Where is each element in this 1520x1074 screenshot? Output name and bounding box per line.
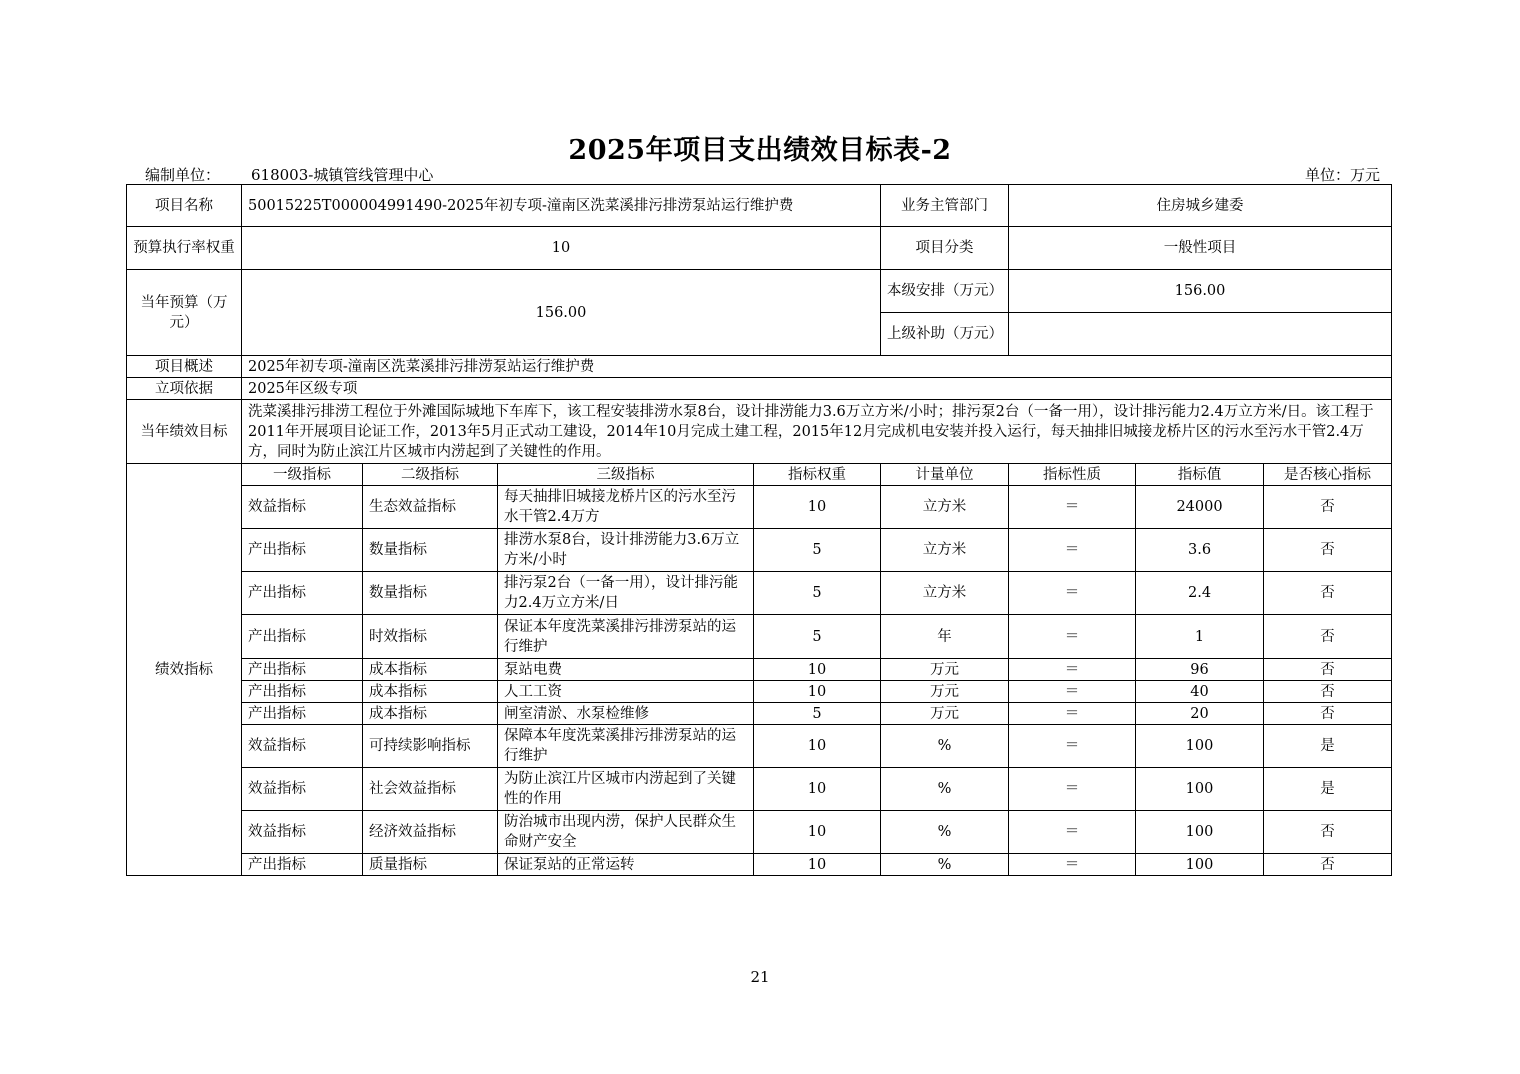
- weight-cell: 10: [754, 681, 881, 703]
- performance-table: [126, 184, 1392, 876]
- core-cell: 否: [1264, 703, 1392, 725]
- nature-cell: ＝: [1009, 659, 1136, 681]
- project-name-label: 项目名称: [127, 185, 242, 227]
- nature-cell: ＝: [1009, 854, 1136, 876]
- exec-rate-value: 10: [242, 227, 881, 270]
- value-cell: 1: [1136, 615, 1264, 659]
- core-cell: 否: [1264, 486, 1392, 529]
- page-title: 2025年项目支出绩效目标表-2: [568, 135, 952, 166]
- header-cell: 计量单位: [881, 464, 1009, 486]
- compiling-unit-value: 618003-城镇管线管理中心: [251, 166, 434, 184]
- level3-cell: 保证泵站的正常运转: [498, 854, 754, 876]
- nature-cell: ＝: [1009, 811, 1136, 854]
- value-cell: 3.6: [1136, 529, 1264, 572]
- header-cell: 二级指标: [363, 464, 498, 486]
- level2-cell: 时效指标: [363, 615, 498, 659]
- level1-cell: 产出指标: [242, 615, 363, 659]
- indicator-row: [127, 768, 1392, 811]
- value-cell: 100: [1136, 725, 1264, 768]
- level3-cell: 泵站电费: [498, 659, 754, 681]
- level3-cell: 排污泵2台（一备一用），设计排污能力2.4万立方米/日: [498, 572, 754, 615]
- core-cell: 否: [1264, 659, 1392, 681]
- indicators-section-label: 绩效指标: [127, 464, 242, 876]
- value-cell: 20: [1136, 703, 1264, 725]
- nature-cell: ＝: [1009, 486, 1136, 529]
- budget-label: 当年预算（万元）: [127, 270, 242, 356]
- page-number: 21: [750, 968, 770, 986]
- unit-cell: %: [881, 854, 1009, 876]
- core-cell: 是: [1264, 725, 1392, 768]
- level1-cell: 效益指标: [242, 811, 363, 854]
- level2-cell: 数量指标: [363, 529, 498, 572]
- core-cell: 否: [1264, 681, 1392, 703]
- indicator-row: [127, 486, 1392, 529]
- header-cell: 指标权重: [754, 464, 881, 486]
- level1-cell: 产出指标: [242, 529, 363, 572]
- unit-cell: 年: [881, 615, 1009, 659]
- level1-cell: 效益指标: [242, 725, 363, 768]
- core-cell: 否: [1264, 811, 1392, 854]
- level2-cell: 成本指标: [363, 659, 498, 681]
- level3-cell: 保证本年度洗菜溪排污排涝泵站的运行维护: [498, 615, 754, 659]
- unit-cell: %: [881, 768, 1009, 811]
- indicator-row: [127, 572, 1392, 615]
- value-cell: 100: [1136, 768, 1264, 811]
- header-cell: 指标值: [1136, 464, 1264, 486]
- level2-cell: 经济效益指标: [363, 811, 498, 854]
- indicator-row: [127, 615, 1392, 659]
- indicator-row: [127, 681, 1392, 703]
- level3-cell: 人工工资: [498, 681, 754, 703]
- nature-cell: ＝: [1009, 725, 1136, 768]
- local-label: 本级安排（万元）: [881, 270, 1009, 313]
- nature-cell: ＝: [1009, 529, 1136, 572]
- project-name-value: 50015225T000004991490-2025年初专项-潼南区洗菜溪排污排涝泵站运行维护费: [242, 185, 881, 227]
- weight-cell: 5: [754, 703, 881, 725]
- header-cell: 三级指标: [498, 464, 754, 486]
- indicator-row: [127, 659, 1392, 681]
- basis-label: 立项依据: [127, 378, 242, 400]
- core-cell: 否: [1264, 854, 1392, 876]
- weight-cell: 5: [754, 572, 881, 615]
- indicator-row: [127, 725, 1392, 768]
- value-cell: 100: [1136, 854, 1264, 876]
- level3-cell: 每天抽排旧城接龙桥片区的污水至污水干管2.4万方: [498, 486, 754, 529]
- level1-cell: 产出指标: [242, 681, 363, 703]
- nature-cell: ＝: [1009, 572, 1136, 615]
- header-cell: 指标性质: [1009, 464, 1136, 486]
- upper-label: 上级补助（万元）: [881, 313, 1009, 356]
- value-cell: 96: [1136, 659, 1264, 681]
- level3-cell: 排涝水泵8台，设计排涝能力3.6万立方米/小时: [498, 529, 754, 572]
- currency-unit: 单位：万元: [1304, 166, 1380, 184]
- category-value: 一般性项目: [1009, 227, 1392, 270]
- weight-cell: 10: [754, 854, 881, 876]
- level2-cell: 生态效益指标: [363, 486, 498, 529]
- upper-value: [1009, 313, 1392, 356]
- unit-cell: %: [881, 811, 1009, 854]
- indicator-row: [127, 811, 1392, 854]
- level3-cell: 闸室清淤、水泵检维修: [498, 703, 754, 725]
- header-cell: 是否核心指标: [1264, 464, 1392, 486]
- budget-value: 156.00: [242, 270, 881, 356]
- value-cell: 24000: [1136, 486, 1264, 529]
- unit-cell: 立方米: [881, 572, 1009, 615]
- unit-cell: 万元: [881, 659, 1009, 681]
- level1-cell: 产出指标: [242, 854, 363, 876]
- level1-cell: 产出指标: [242, 572, 363, 615]
- unit-cell: 万元: [881, 681, 1009, 703]
- local-value: 156.00: [1009, 270, 1392, 313]
- level2-cell: 可持续影响指标: [363, 725, 498, 768]
- indicator-row: [127, 854, 1392, 876]
- category-label: 项目分类: [881, 227, 1009, 270]
- overview-value: 2025年初专项-潼南区洗菜溪排污排涝泵站运行维护费: [242, 356, 1392, 378]
- level2-cell: 社会效益指标: [363, 768, 498, 811]
- level2-cell: 质量指标: [363, 854, 498, 876]
- value-cell: 2.4: [1136, 572, 1264, 615]
- weight-cell: 10: [754, 659, 881, 681]
- header-cell: 一级指标: [242, 464, 363, 486]
- dept-label: 业务主管部门: [881, 185, 1009, 227]
- weight-cell: 10: [754, 768, 881, 811]
- compiling-unit-label: 编制单位：: [145, 166, 221, 184]
- value-cell: 100: [1136, 811, 1264, 854]
- core-cell: 否: [1264, 615, 1392, 659]
- unit-cell: 立方米: [881, 486, 1009, 529]
- weight-cell: 10: [754, 725, 881, 768]
- core-cell: 否: [1264, 572, 1392, 615]
- overview-label: 项目概述: [127, 356, 242, 378]
- indicator-row: [127, 703, 1392, 725]
- unit-cell: 立方米: [881, 529, 1009, 572]
- weight-cell: 5: [754, 529, 881, 572]
- nature-cell: ＝: [1009, 615, 1136, 659]
- value-cell: 40: [1136, 681, 1264, 703]
- dept-value: 住房城乡建委: [1009, 185, 1392, 227]
- indicator-row: [127, 529, 1392, 572]
- basis-value: 2025年区级专项: [242, 378, 1392, 400]
- level1-cell: 效益指标: [242, 768, 363, 811]
- weight-cell: 5: [754, 615, 881, 659]
- level2-cell: 成本指标: [363, 703, 498, 725]
- level3-cell: 为防止滨江片区城市内涝起到了关键性的作用: [498, 768, 754, 811]
- core-cell: 否: [1264, 529, 1392, 572]
- nature-cell: ＝: [1009, 703, 1136, 725]
- core-cell: 是: [1264, 768, 1392, 811]
- unit-cell: %: [881, 725, 1009, 768]
- goal-value: 洗菜溪排污排涝工程位于外滩国际城地下车库下，该工程安装排涝水泵8台，设计排涝能力3.6万立方米/小时；排污泵2台（一备一用），设计排污能力2.4万立方米/日。该工程于2011年开展项目论证工作，2013年5月正式动工建设，2014年10月完成土建工程，2015年12月完成机电安装并投入运行，每天抽排旧城接龙桥片区的污水至污水干管2.4万方，同时为防止滨江片区城市内涝起到了关键性的作用。: [242, 400, 1392, 464]
- nature-cell: ＝: [1009, 768, 1136, 811]
- weight-cell: 10: [754, 486, 881, 529]
- level3-cell: 防治城市出现内涝，保护人民群众生命财产安全: [498, 811, 754, 854]
- level1-cell: 效益指标: [242, 486, 363, 529]
- weight-cell: 10: [754, 811, 881, 854]
- exec-rate-label: 预算执行率权重: [127, 227, 242, 270]
- level1-cell: 产出指标: [242, 703, 363, 725]
- level2-cell: 成本指标: [363, 681, 498, 703]
- level2-cell: 数量指标: [363, 572, 498, 615]
- level3-cell: 保障本年度洗菜溪排污排涝泵站的运行维护: [498, 725, 754, 768]
- level1-cell: 产出指标: [242, 659, 363, 681]
- goal-label: 当年绩效目标: [127, 400, 242, 464]
- nature-cell: ＝: [1009, 681, 1136, 703]
- unit-cell: 万元: [881, 703, 1009, 725]
